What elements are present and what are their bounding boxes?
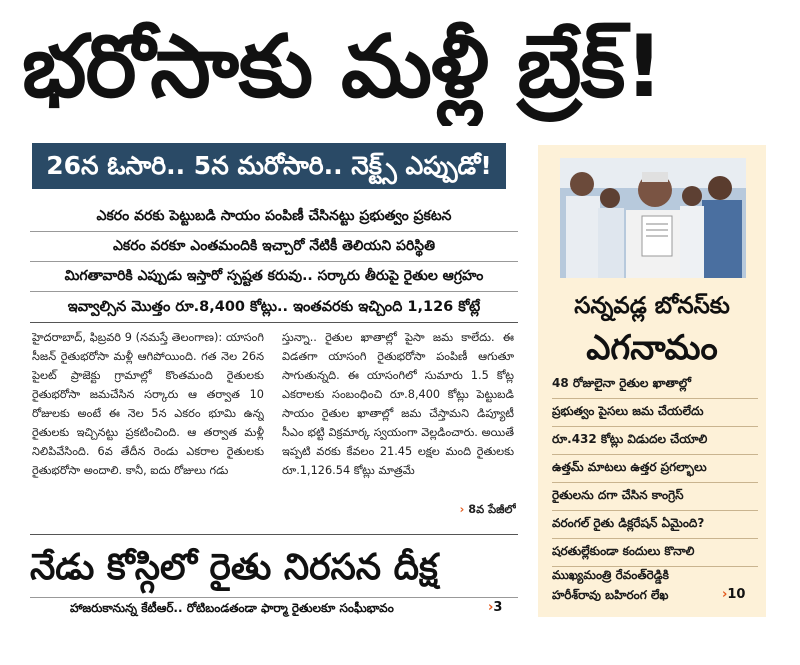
- sidebar-headline-2: ఎగనామం: [586, 328, 718, 368]
- arrow-icon: ›: [488, 600, 494, 615]
- continued-ref-text: 8వ పేజీలో: [468, 503, 516, 516]
- page-headline: భరోసాకు మళ్లీ బ్రేక్!: [22, 17, 663, 117]
- sidebar-line: రూ.432 కోట్లు విడుదల చేయాలి: [552, 432, 708, 446]
- arrow-icon: ›: [459, 503, 465, 516]
- section-banner: 26న ఓసారి.. 5న మరోసారి.. నెక్ట్స్ ఎప్పుడో!: [32, 143, 506, 189]
- sidebar-line: షరతుల్లేకుండా కందులు కొనాలి: [552, 544, 695, 558]
- subhead-4: ఇవ్వాల్సిన మొత్తం రూ.8,400 కోట్లు.. ఇంతవరకు ఇచ్చింది 1,126 కోట్లే: [67, 299, 481, 315]
- subhead-3: మిగతావారికి ఎప్పుడు ఇస్తారో స్పష్టత కరువు.. సర్కారు తీరుపై రైతుల ఆగ్రహం: [64, 268, 484, 284]
- divider: [30, 322, 518, 323]
- news-photo: [560, 158, 746, 278]
- photo-illustration: [560, 158, 746, 278]
- sidebar-line: వరంగల్ రైతు డిక్లరేషన్ ఏమైంది?: [552, 516, 705, 530]
- article-column-right: స్తున్నా.. రైతుల ఖాతాల్లో పైసా జమ కాలేదు. ఈ విడతగా యాసంగి రైతుభరోసా పంపిణీ ఆగుతూ సాగుతున్నది. ఈ యాసంగిలో సుమారు 1.5 కోట్ల ఎకరాలకు సంబంధించి రూ.8,400 కోట్లు పెట్టుబడి సాయం రైతుల ఖాతాల్లో జమ చేస్తామని డిప్యూటీ సీఎం భట్టి విక్రమార్క స్వయంగా వెల్లడించారు. అయితే ఇప్పటి వరకు కేవలం 21.45 లక్షల మంది రైతులకు రూ.1,126.54 కోట్లు మాత్రమే: [282, 331, 514, 477]
- sidebar-line: ప్రభుత్వం పైసలు జమ చేయలేదు: [552, 404, 704, 418]
- sidebar-line: హరీశ్‌రావు బహిరంగ లేఖ: [552, 588, 669, 602]
- sidebar-page-ref-number: 10: [727, 587, 746, 602]
- sidebar-line: రైతులను దగా చేసిన కాంగ్రెస్: [552, 488, 684, 502]
- subhead-2: ఎకరం వరకూ ఎంతమందికి ఇచ్చారో నేటికీ తెలియని పరిస్థితి: [112, 238, 436, 254]
- sidebar-line: ముఖ్యమంత్రి రేవంత్‌రెడ్డికి: [552, 568, 669, 582]
- arrow-icon: ›: [722, 587, 728, 602]
- article-column-left: హైదరాబాద్, ఫిబ్రవరి 9 (నమస్తే తెలంగాణ): యాసంగి సీజన్ రైతుభరోసా మళ్లీ ఆగిపోయింది. గత నెల 26న పైలట్ ప్రాజెక్టు గ్రామాల్లో కొంతమంది రైతులకు రైతుభరోసా జమచేసిన సర్కారు ఆ తర్వాత 10 రోజులకు అంటే ఈ నెల 5న ఎకరం భూమి ఉన్న రైతులకు ఇచ్చినట్టు ప్రకటించింది. ఆ తర్వాత మళ్లీ నిలిపివేసింది. 6వ తేదీన రెండు ఎకరాల రైతులకు రైతుభరోసా అందాలి. కానీ, ఐదు రోజులు గడు: [32, 331, 264, 477]
- divider: [30, 534, 518, 535]
- desk-page-ref-number: 3: [493, 600, 503, 615]
- sidebar-page-ref: [722, 580, 762, 610]
- continued-ref: [400, 500, 516, 520]
- subhead-1: ఎకరం వరకు పెట్టుబడి సాయం పంపిణీ చేసినట్టు ప్రభుత్వం ప్రకటన: [96, 208, 452, 224]
- sidebar-line: 48 రోజులైనా రైతుల ఖాతాల్లో: [552, 376, 691, 390]
- desk-page-ref: [488, 596, 520, 620]
- desk-subhead: హాజరుకానున్న కేటీఆర్.. రోటిబండతండా ఫార్మా రైతులకూ సంఘీభావం: [70, 601, 394, 615]
- desk-headline: నేడు కోస్గిలో రైతు నిరసన దీక్ష: [30, 547, 438, 588]
- divider: [30, 291, 518, 292]
- sidebar-line: ఉత్తమ్ మాటలు ఉత్తర ప్రగల్భాలు: [552, 460, 707, 474]
- sidebar-headline-1: సన్నవడ్ల బోనస్‌కు: [574, 293, 730, 319]
